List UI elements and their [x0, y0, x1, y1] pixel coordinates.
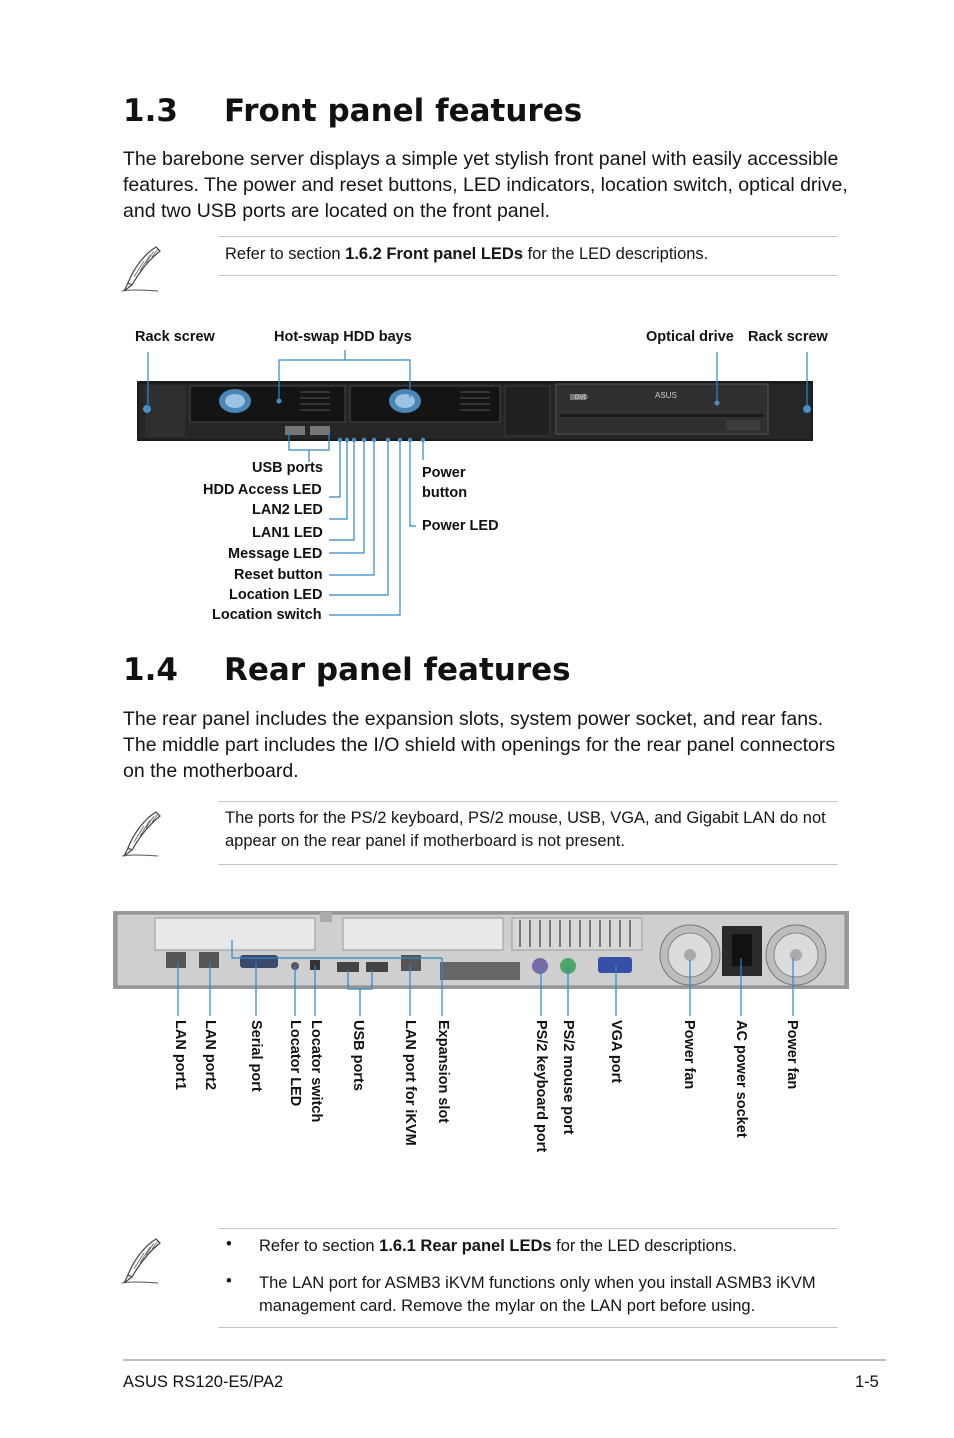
note-ref: 1.6.2 Front panel LEDs [345, 245, 524, 263]
footer-page-number: 1-5 [855, 1373, 879, 1391]
section-title: Front panel features [224, 93, 583, 129]
dvd-logo: DVD [575, 395, 588, 401]
label-power-button-2: button [422, 485, 468, 501]
bullet-1 [259, 1235, 839, 1258]
note-divider [218, 1327, 838, 1328]
bullet-marker: • [226, 1272, 232, 1290]
label-power-led: Power LED [422, 518, 499, 534]
note-divider [218, 864, 838, 865]
label-rack-screw-right: Rack screw [748, 329, 828, 345]
section-14-intro: The rear panel includes the expansion slots, system power socket, and rear fans. The middle part includes the I/O shield with openings for the rear panel connectors on the motherboard. [123, 708, 836, 782]
note-pencil-icon [120, 1235, 164, 1285]
label-rack-screw-left: Rack screw [135, 329, 215, 345]
label-ps2-keyboard: PS/2 keyboard port [533, 1020, 549, 1153]
label-locator-switch: Locator switch [308, 1020, 324, 1123]
bullet-2: The LAN port for ASMB3 iKVM functions only when you install ASMB3 iKVM management card. Remove the mylar on the LAN port before using. [259, 1274, 816, 1315]
label-expansion-slot: Expansion slot [435, 1020, 451, 1124]
label-reset-button: Reset button [234, 567, 323, 583]
label-message-led: Message LED [228, 546, 323, 562]
label-lan1-led: LAN1 LED [252, 525, 323, 541]
label-optical-drive: Optical drive [646, 329, 734, 345]
bullet-1-suffix: for the LED descriptions. [551, 1237, 737, 1255]
note-suffix: for the LED descriptions. [523, 245, 709, 263]
rear-note: The ports for the PS/2 keyboard, PS/2 mouse, USB, VGA, and Gigabit LAN do not appear on the rear panel if motherboard is not present. [225, 809, 826, 850]
label-lan-port2: LAN port2 [202, 1020, 218, 1091]
label-ps2-mouse: PS/2 mouse port [560, 1020, 576, 1135]
section-number: 1.3 [123, 93, 178, 129]
section-13-intro: The barebone server displays a simple yet stylish front panel with easily accessible features. The power and reset buttons, LED indicators, location switch, optical drive, and two USB ports are located on the front panel. [123, 148, 848, 222]
label-vga-port: VGA port [608, 1020, 624, 1084]
front-panel-diagram [0, 340, 954, 630]
label-usb-ports-rear: USB ports [350, 1020, 366, 1091]
label-location-led: Location LED [229, 587, 323, 603]
label-ac-power-socket: AC power socket [733, 1020, 749, 1138]
label-hot-swap-hdd-bays: Hot-swap HDD bays [274, 329, 412, 345]
asus-logo: ASUS [655, 391, 677, 400]
label-serial-port: Serial port [248, 1020, 264, 1092]
section-13-heading [123, 93, 823, 133]
note-pencil-icon [120, 808, 164, 858]
label-locator-led: Locator LED [287, 1020, 303, 1107]
label-lan-port1: LAN port1 [172, 1020, 188, 1091]
note-divider [218, 275, 838, 276]
note-prefix: Refer to section [225, 245, 346, 263]
label-lan-ikvm: LAN port for iKVM [402, 1020, 418, 1146]
note-divider [218, 236, 838, 237]
footer-divider [123, 1359, 886, 1361]
label-usb-ports-front: USB ports [252, 460, 323, 476]
bullet-1-ref: 1.6.1 Rear panel LEDs [379, 1237, 552, 1255]
section-title: Rear panel features [224, 652, 571, 688]
label-hdd-access-led: HDD Access LED [203, 482, 322, 498]
section-14-heading [123, 652, 823, 692]
note-pencil-icon [120, 243, 164, 293]
label-lan2-led: LAN2 LED [252, 502, 323, 518]
rear-panel-diagram [0, 905, 954, 1025]
front-note [225, 243, 835, 266]
bullet-marker: • [226, 1235, 232, 1253]
section-number: 1.4 [123, 652, 178, 688]
note-divider [218, 801, 838, 802]
bullet-1-prefix: Refer to section [259, 1237, 380, 1255]
label-location-switch: Location switch [212, 607, 322, 623]
label-power-fan-2: Power fan [784, 1020, 800, 1090]
footer-model: ASUS RS120-E5/PA2 [123, 1373, 284, 1391]
note-divider [218, 1228, 838, 1229]
label-power-fan-1: Power fan [681, 1020, 697, 1090]
label-power-button-1: Power [422, 465, 466, 481]
